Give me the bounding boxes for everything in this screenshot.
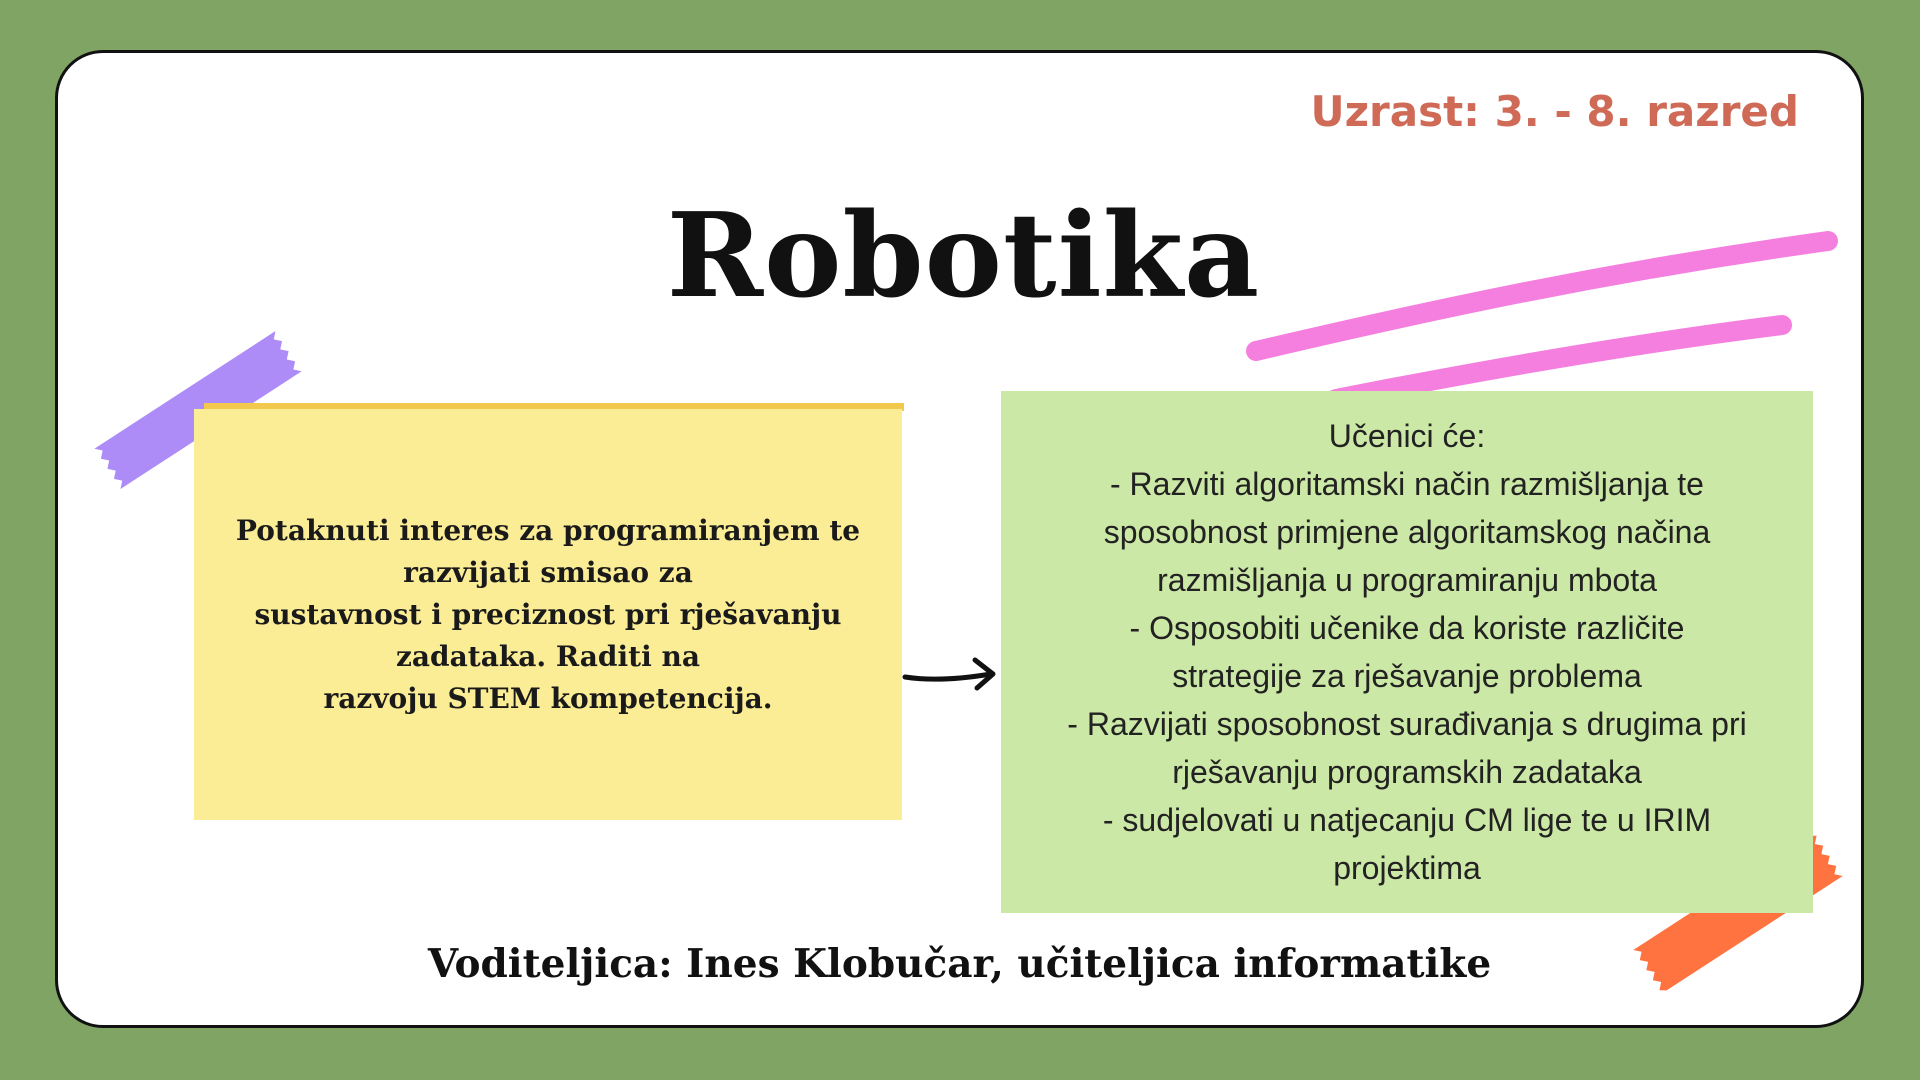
age-label: Uzrast: 3. - 8. razred [1310, 87, 1799, 136]
outcomes-line: sposobnost primjene algoritamskog načina [1103, 514, 1711, 550]
outcomes-line: - Razviti algoritamski način razmišljanja te [1110, 466, 1704, 502]
outcomes-line: strategije za rješavanje problema [1172, 658, 1642, 694]
page-title: Robotika [666, 188, 1261, 324]
outcomes-line: - sudjelovati u natjecanju CM lige te u IRIM [1102, 802, 1712, 838]
goal-line: Potaknuti interes za programiranjem te [235, 513, 861, 547]
arrow-right-icon [901, 650, 1001, 700]
goal-line: razvoju STEM kompetencija. [323, 681, 773, 715]
outcomes-line: projektima [1333, 850, 1481, 886]
goal-text [236, 510, 860, 720]
outcomes-line: rješavanju programskih zadataka [1172, 754, 1642, 790]
footer-credit: Voditeljica: Ines Klobučar, učiteljica informatike [427, 941, 1492, 987]
goal-line: zadataka. Raditi na [396, 639, 700, 673]
outcomes-line: - Osposobiti učenike da koriste različite [1129, 610, 1685, 646]
outcomes-note [1001, 391, 1813, 913]
card [55, 50, 1864, 1028]
outcomes-line: razmišljanja u programiranju mbota [1157, 562, 1657, 598]
goal-line: razvijati smisao za [403, 555, 693, 589]
outcomes-text [1067, 412, 1746, 892]
outcomes-line: Učenici će: [1328, 418, 1486, 454]
outcomes-line: - Razvijati sposobnost surađivanja s drugima pri [1067, 706, 1747, 742]
goal-note [194, 409, 902, 820]
goal-line: sustavnost i preciznost pri rješavanju [254, 597, 842, 631]
